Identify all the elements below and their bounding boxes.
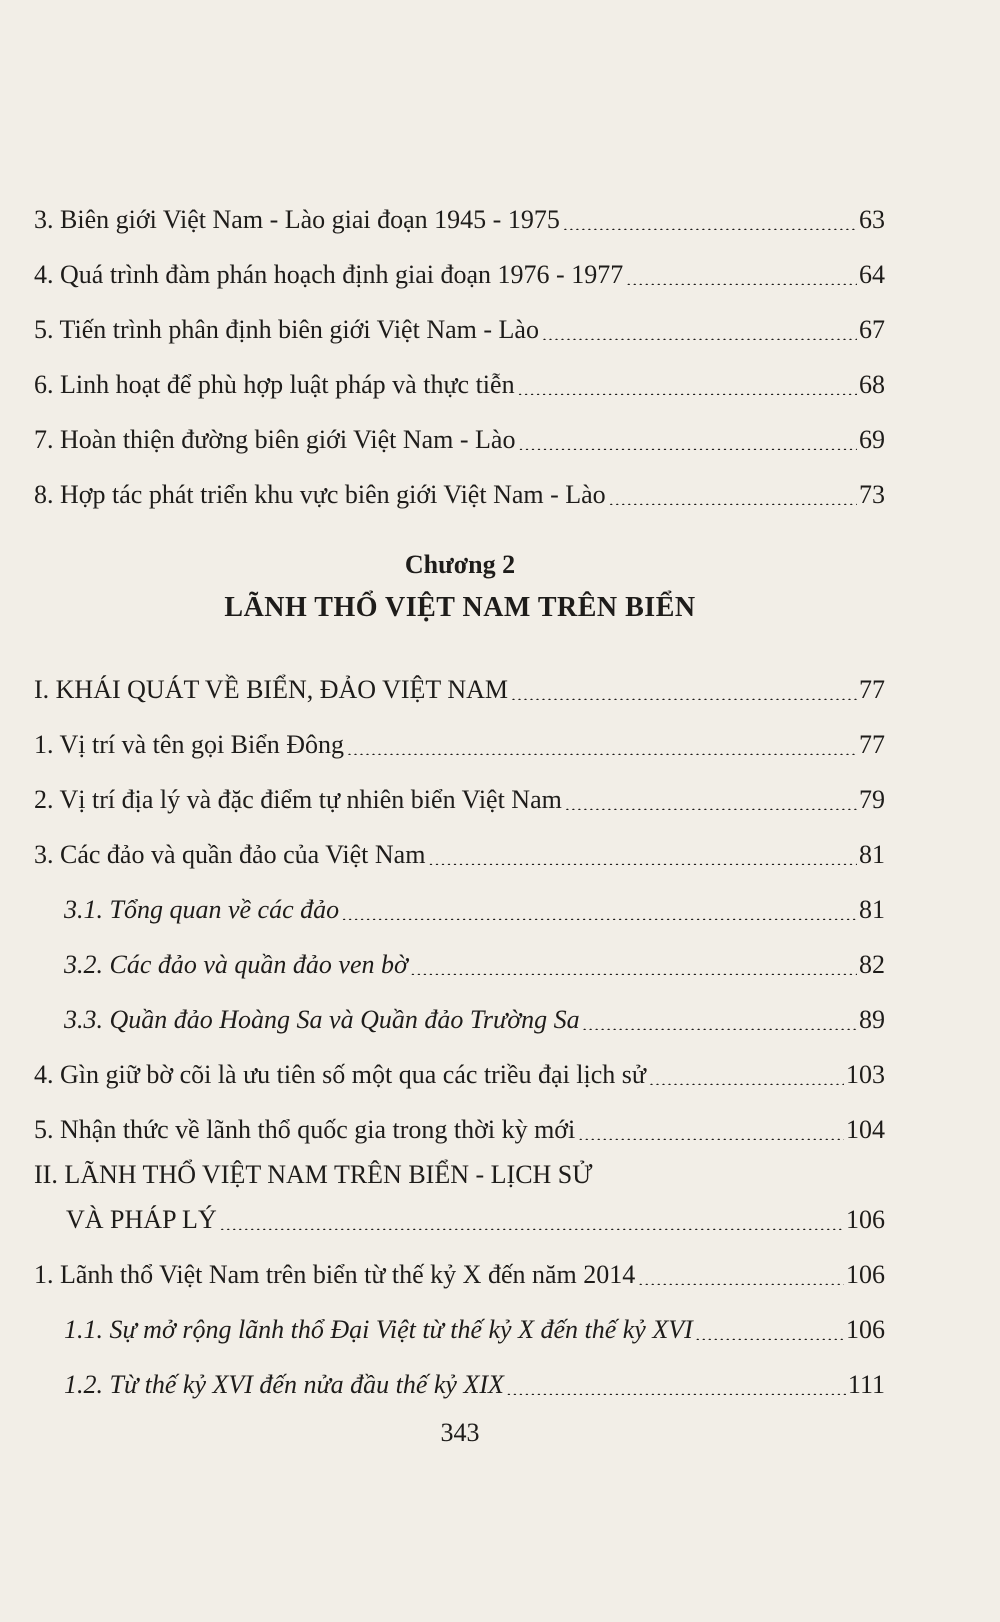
toc-page-number: 81 [859, 895, 885, 924]
toc-entry [34, 471, 885, 511]
toc-entry-label: 1.1. Sự mở rộng lãnh thổ Đại Việt từ thế kỷ X đến thế kỷ XVI [64, 1315, 693, 1344]
toc-entry-label: 3.3. Quần đảo Hoàng Sa và Quần đảo Trường Sa [64, 1005, 580, 1034]
toc-leader-dots [578, 1130, 844, 1140]
toc-page-number: 81 [859, 840, 885, 869]
toc-page-number: 104 [846, 1115, 885, 1144]
toc-entry-label: I. KHÁI QUÁT VỀ BIỂN, ĐẢO VIỆT NAM [34, 675, 508, 704]
toc-leader-dots [342, 910, 857, 920]
toc-leader-dots [507, 1385, 846, 1395]
toc-entry-label: 1. Vị trí và tên gọi Biển Đông [34, 730, 345, 759]
toc-leader-dots [626, 275, 857, 285]
toc-entry-label: 4. Quá trình đàm phán hoạch định giai đoạn 1976 - 1977 [34, 260, 624, 289]
toc-leader-dots [696, 1330, 844, 1340]
toc-leader-dots [609, 495, 857, 505]
toc-entry [34, 416, 885, 456]
toc-page-number: 89 [859, 1005, 885, 1034]
toc-page-number: 68 [859, 370, 885, 399]
toc-page-number: 82 [859, 950, 885, 979]
toc-leader-dots [411, 965, 857, 975]
toc-leader-dots [563, 220, 857, 230]
toc-entry-label: 7. Hoàn thiện đường biên giới Việt Nam - Lào [34, 425, 516, 454]
toc-page-number: 103 [846, 1060, 885, 1089]
toc-page-number: 73 [859, 480, 885, 509]
toc-page-number: 69 [859, 425, 885, 454]
toc-entry-label: 2. Vị trí địa lý và đặc điểm tự nhiên biển Việt Nam [34, 785, 562, 814]
toc-leader-dots [511, 690, 857, 700]
toc-entry [34, 196, 885, 236]
toc-leader-dots [347, 745, 857, 755]
toc-entry-label: 1.2. Từ thế kỷ XVI đến nửa đầu thế kỷ XIX [64, 1370, 504, 1399]
chapter-number: Chương 2 [404, 550, 516, 579]
toc-leader-dots [220, 1220, 844, 1230]
toc-leader-dots [583, 1020, 857, 1030]
page-number: 343 [440, 1418, 480, 1447]
toc-page-number: 64 [859, 260, 885, 289]
toc-leader-dots [649, 1075, 844, 1085]
toc-page-number: 77 [859, 675, 885, 704]
toc-entry [34, 306, 885, 346]
toc-subentry [64, 941, 885, 981]
toc-page-number: 63 [859, 205, 885, 234]
toc-entry [34, 1251, 885, 1291]
toc-leader-dots [565, 800, 857, 810]
toc-entry [34, 721, 885, 761]
toc-entry-label: 3. Biên giới Việt Nam - Lào giai đoạn 1945 - 1975 [34, 205, 560, 234]
toc-entry [34, 251, 885, 291]
toc-page-number: 77 [859, 730, 885, 759]
toc-subentry [64, 996, 885, 1036]
toc-leader-dots [638, 1275, 844, 1285]
toc-page-number: 111 [847, 1370, 885, 1399]
toc-entry-label: 6. Linh hoạt để phù hợp luật pháp và thực tiễn [34, 370, 515, 399]
toc-page-number: 106 [846, 1315, 885, 1344]
toc-entry [66, 1196, 885, 1236]
toc-page-number: 79 [859, 785, 885, 814]
toc-entry-label: 4. Gìn giữ bờ cõi là ưu tiên số một qua các triều đại lịch sử [34, 1060, 647, 1089]
toc-subentry [64, 886, 885, 926]
toc-entry-label: 3.2. Các đảo và quần đảo ven bờ [64, 950, 408, 979]
toc-entry-label: 3.1. Tổng quan về các đảo [64, 895, 340, 924]
chapter-title: LÃNH THỔ VIỆT NAM TRÊN BIỂN [224, 592, 696, 623]
toc-entry [34, 1106, 885, 1146]
toc-leader-dots [428, 855, 857, 865]
toc-entry [34, 666, 885, 706]
toc-subentry [64, 1361, 885, 1401]
toc-subentry [64, 1306, 885, 1346]
toc-entry-label: VÀ PHÁP LÝ [66, 1205, 217, 1234]
toc-page-number: 106 [846, 1205, 885, 1234]
toc-entry [34, 776, 885, 816]
toc-entry [34, 831, 885, 871]
toc-leader-dots [542, 330, 857, 340]
toc-entry-label: 8. Hợp tác phát triển khu vực biên giới Việt Nam - Lào [34, 480, 606, 509]
toc-section-heading-line1: II. LÃNH THỔ VIỆT NAM TRÊN BIỂN - LỊCH SỬ [34, 1160, 593, 1189]
toc-entry-label: 5. Nhận thức về lãnh thổ quốc gia trong thời kỳ mới [34, 1115, 576, 1144]
toc-page-number: 67 [859, 315, 885, 344]
toc-leader-dots [518, 440, 857, 450]
toc-entry [34, 361, 885, 401]
toc-entry-label: 5. Tiến trình phân định biên giới Việt Nam - Lào [34, 315, 539, 344]
toc-page-number: 106 [846, 1260, 885, 1289]
toc-entry-label: 3. Các đảo và quần đảo của Việt Nam [34, 840, 426, 869]
toc-leader-dots [518, 385, 857, 395]
toc-entry [34, 1051, 885, 1091]
toc-entry-label: 1. Lãnh thổ Việt Nam trên biển từ thế kỷ X đến năm 2014 [34, 1260, 636, 1289]
